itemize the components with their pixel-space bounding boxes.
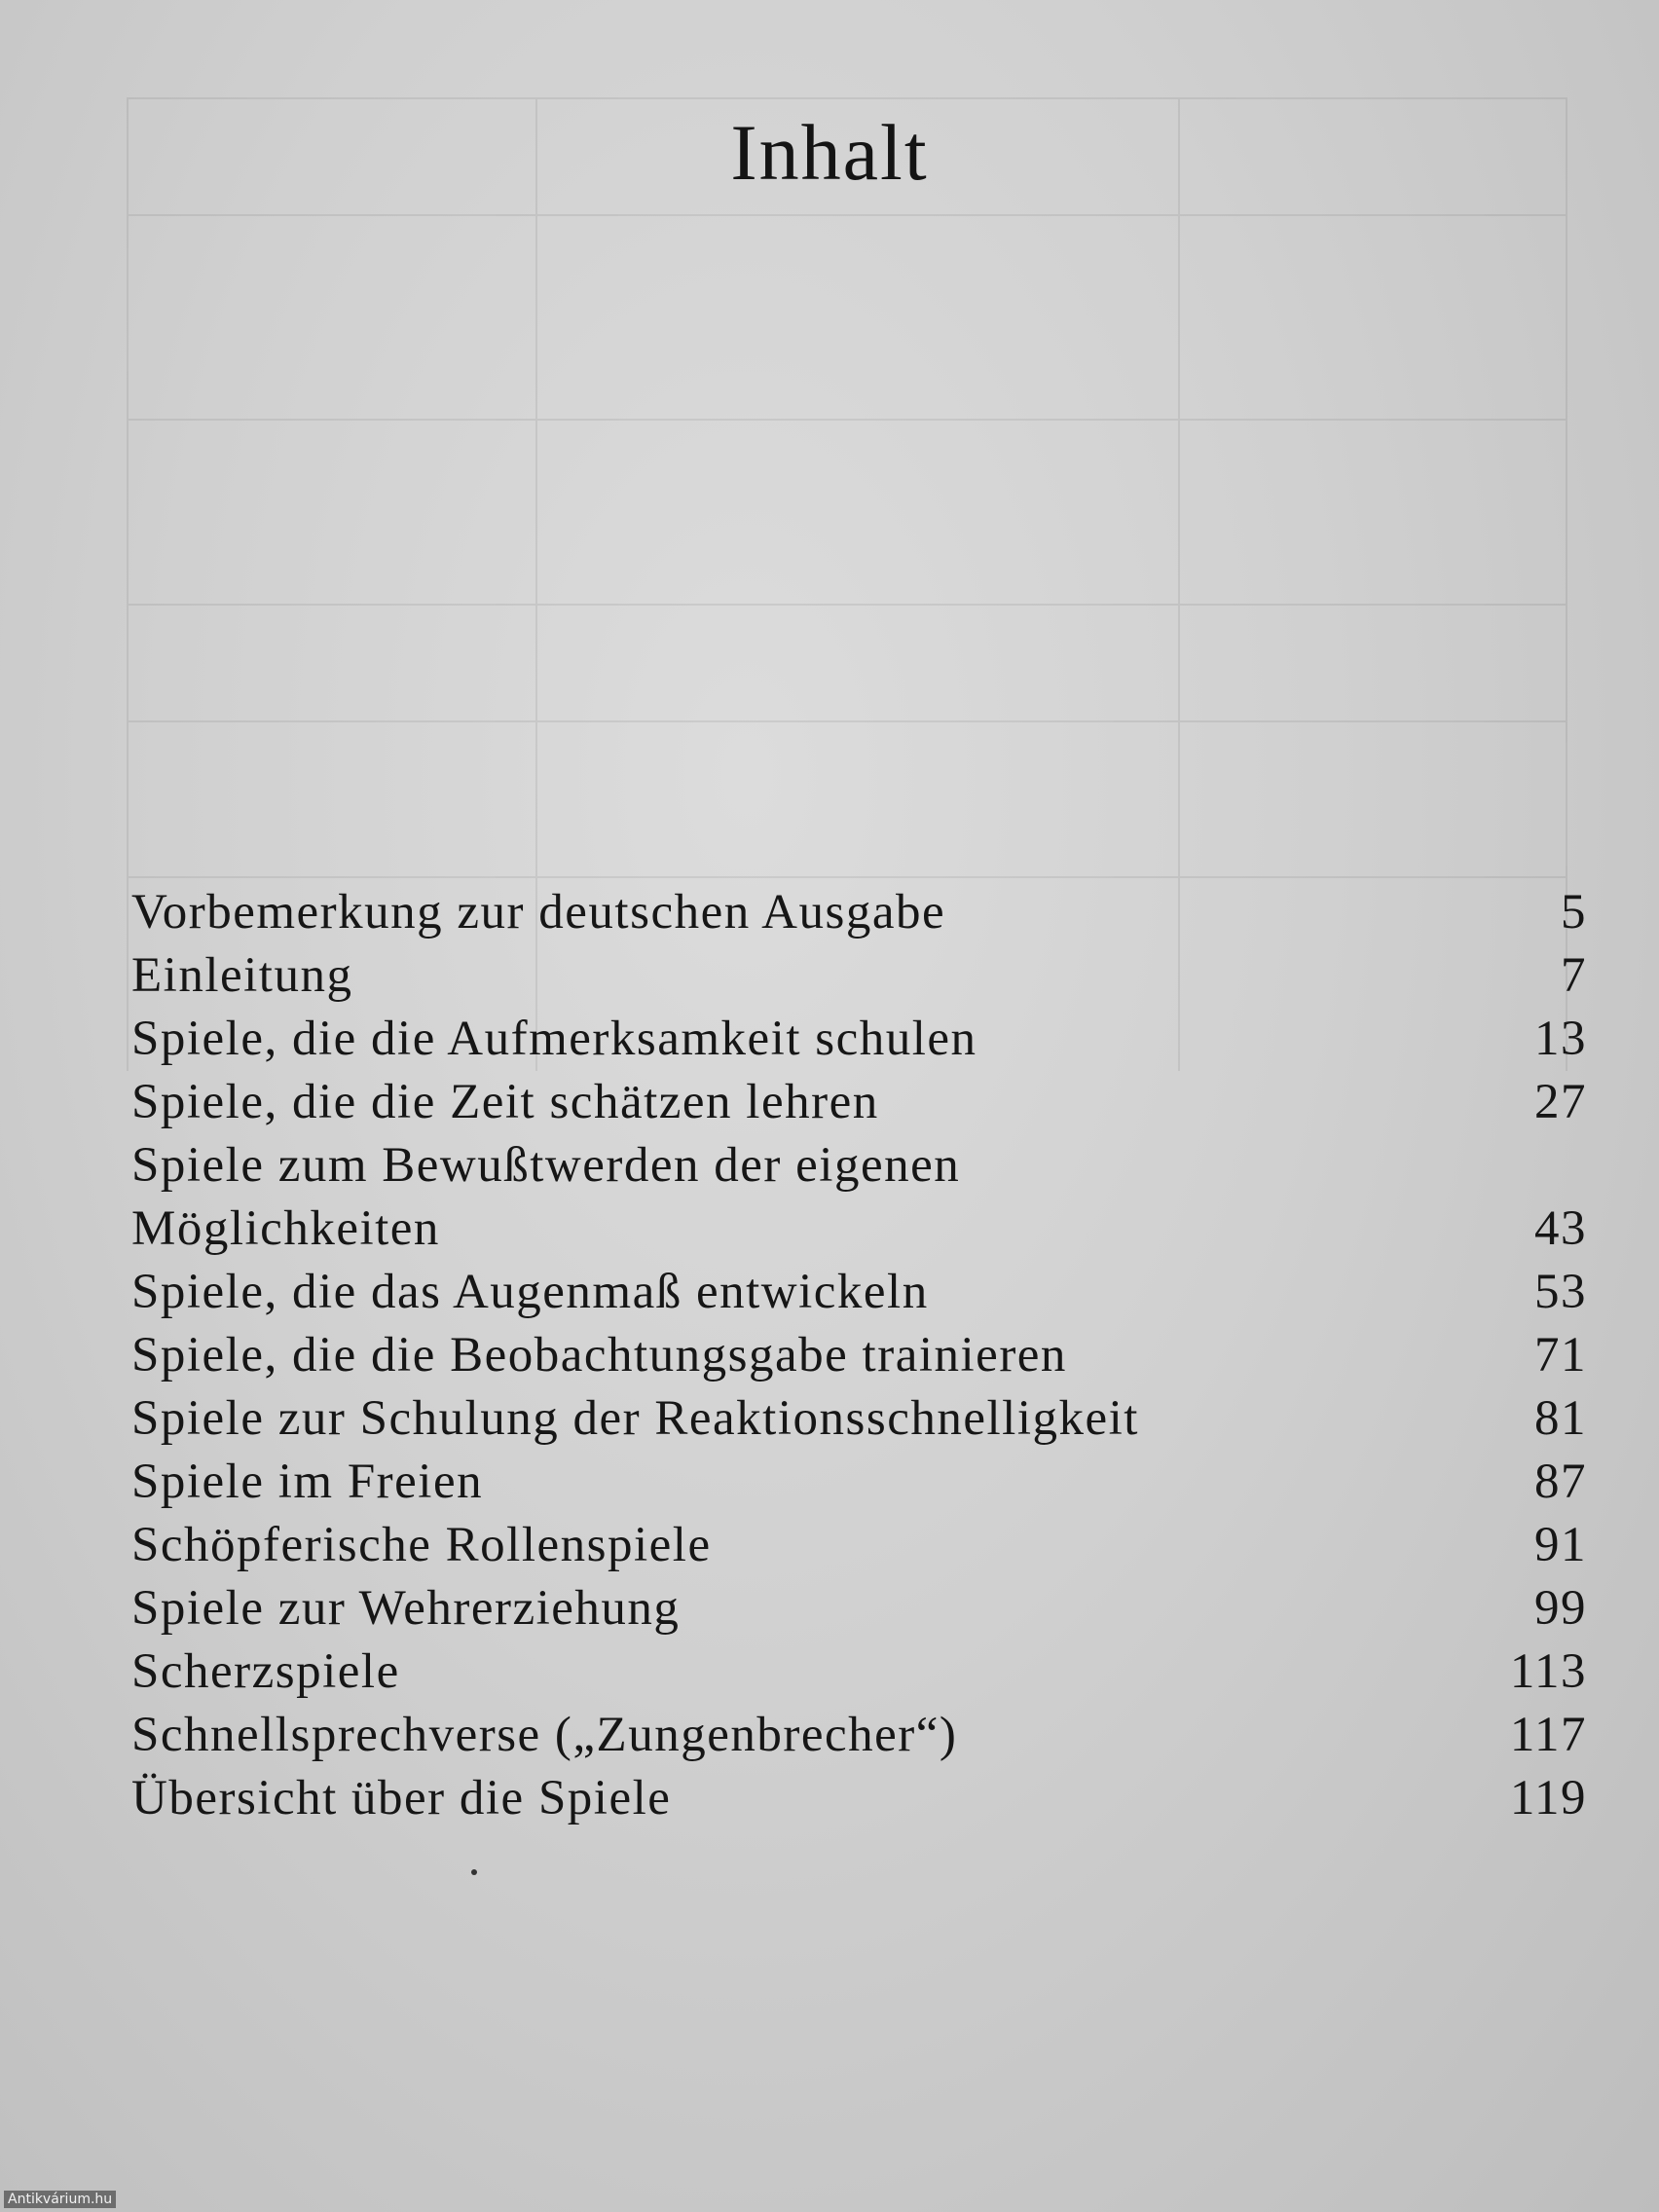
toc-entry-title: Spiele zum Bewußtwerden der eigenen (131, 1138, 961, 1193)
page-title: Inhalt (730, 108, 929, 197)
toc-entry (131, 1387, 1587, 1451)
toc-entry-title: Schnellsprechverse („Zungenbrecher“) (131, 1708, 958, 1762)
toc-entry-title: Scherzspiele (131, 1644, 400, 1699)
toc-entry-page: 81 (1534, 1391, 1587, 1446)
toc-entry-page: 13 (1534, 1012, 1587, 1066)
toc-entry-title: Spiele, die die Beobachtungsgabe trainieren (131, 1328, 1067, 1382)
toc-entry (131, 944, 1587, 1008)
toc-entry-title: Übersicht über die Spiele (131, 1771, 672, 1825)
toc-entry-page: 99 (1534, 1581, 1587, 1636)
toc-entry (131, 1767, 1587, 1830)
toc-entry-title: Vorbemerkung zur deutschen Ausgabe (131, 885, 946, 940)
toc-entry-page: 27 (1534, 1075, 1587, 1129)
toc-entry-page: 43 (1534, 1201, 1587, 1256)
toc-entry-page: 119 (1509, 1771, 1587, 1825)
toc-entry-title: Spiele zur Schulung der Reaktionsschnelligkeit (131, 1391, 1139, 1446)
table-of-contents (131, 881, 1587, 1830)
toc-entry-title: Spiele im Freien (131, 1455, 484, 1509)
toc-entry-title: Schöpferische Rollenspiele (131, 1518, 712, 1572)
toc-entry (131, 1324, 1587, 1387)
toc-entry-title: Spiele, die das Augenmaß entwickeln (131, 1265, 929, 1319)
toc-entry-page: 91 (1534, 1518, 1587, 1572)
toc-entry (131, 1261, 1587, 1324)
toc-entry (131, 1577, 1587, 1641)
toc-entry (131, 881, 1587, 944)
toc-entry (131, 1008, 1587, 1071)
toc-entry-page: 5 (1561, 885, 1587, 940)
toc-entry-title: Spiele, die die Zeit schätzen lehren (131, 1075, 879, 1129)
toc-entry-page: 53 (1534, 1265, 1587, 1319)
toc-entry-title: Spiele zur Wehrerziehung (131, 1581, 681, 1636)
toc-entry (131, 1704, 1587, 1767)
toc-entry-title: Spiele, die die Aufmerksamkeit schulen (131, 1012, 977, 1066)
toc-entry-page: 113 (1509, 1644, 1587, 1699)
toc-entry-page: 7 (1561, 948, 1587, 1003)
watermark: Antikvárium.hu (4, 2191, 116, 2208)
toc-entry-page: 117 (1509, 1708, 1587, 1762)
toc-entry-page: 87 (1534, 1455, 1587, 1509)
toc-entry (131, 1451, 1587, 1514)
toc-entry (131, 1198, 1587, 1261)
toc-entry (131, 1134, 1587, 1198)
toc-entry-title: Einleitung (131, 948, 353, 1003)
toc-entry-page: 71 (1534, 1328, 1587, 1382)
ink-speck (471, 1869, 477, 1875)
toc-entry (131, 1071, 1587, 1134)
toc-entry (131, 1514, 1587, 1577)
toc-entry-title: Möglichkeiten (131, 1201, 440, 1256)
toc-entry (131, 1641, 1587, 1704)
